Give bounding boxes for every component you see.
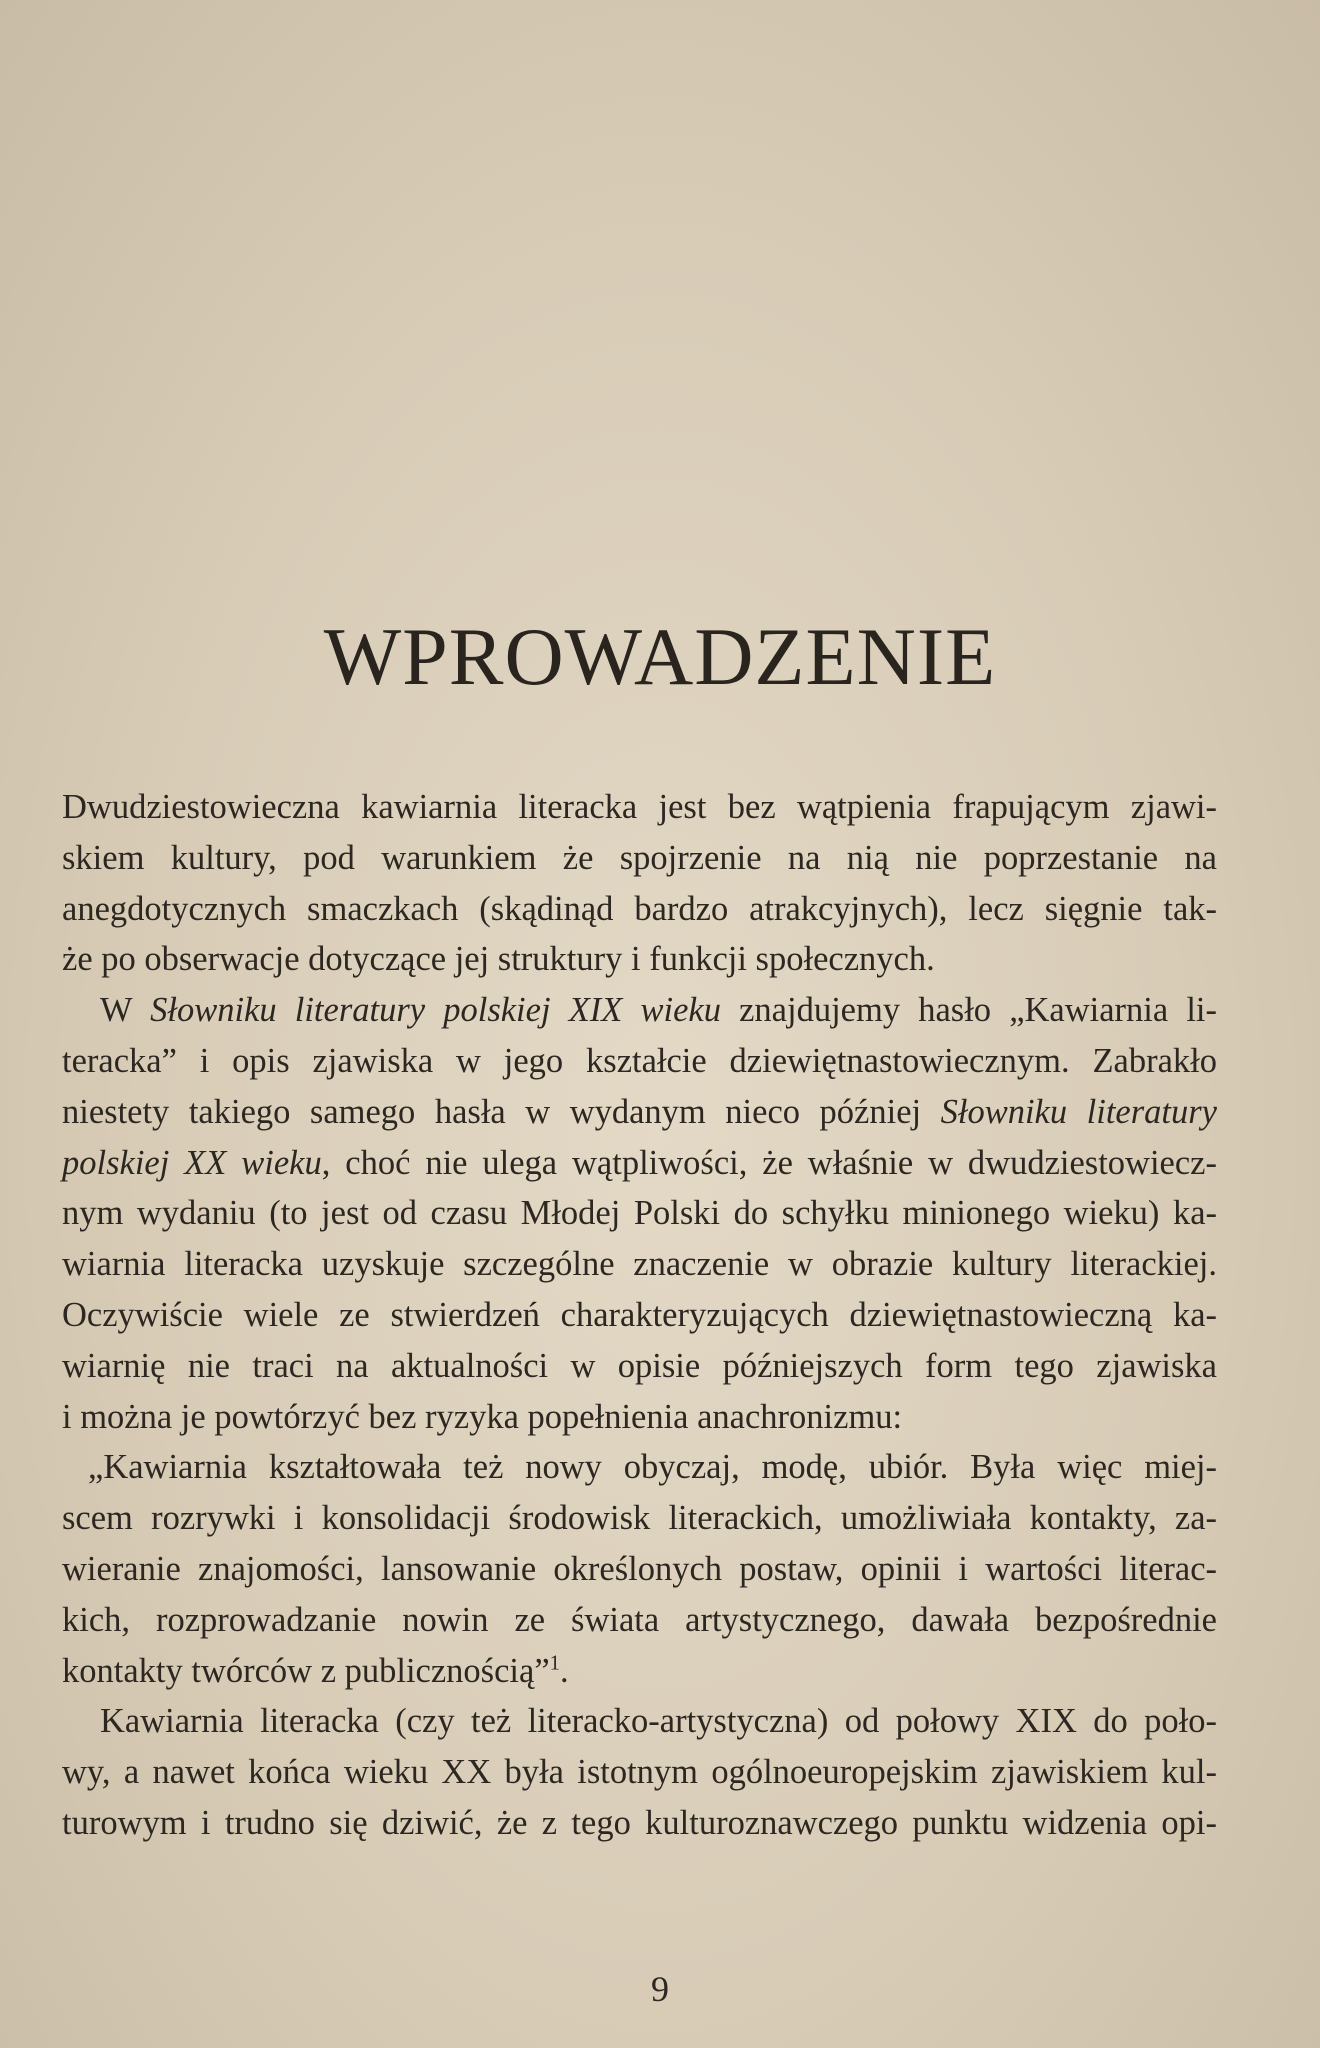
chapter-title: WPROWADZENIE <box>323 611 997 702</box>
book-title-italic: polskiej XX wieku <box>62 1143 322 1182</box>
text-line <box>62 985 1217 1036</box>
text-line: wiarnia literacka uzyskuje szczególne znaczenie w obrazie kultury literackiej. <box>62 1245 1217 1284</box>
text-line: Oczywiście wiele ze stwierdzeń charakteryzujących dziewiętnastowieczną ka- <box>62 1295 1217 1334</box>
page-number: 9 <box>651 1969 669 2009</box>
text-run: kontakty twórców z publicznością” <box>62 1651 550 1690</box>
text-line: wiarnię nie traci na aktualności w opisie późniejszych form tego zjawiska <box>62 1346 1217 1385</box>
text-run: , choć nie ulega wątpliwości, że właśnie w dwudziestowiecz- <box>321 1143 1217 1182</box>
text-line: Kawiarnia literacka (czy też literacko-artystyczna) od połowy XIX do poło- <box>100 1702 1217 1741</box>
text-line <box>62 1087 1217 1138</box>
text-run: niestety takiego samego hasła w wydanym nieco później <box>62 1092 941 1131</box>
text-line: Dwudziestowieczna kawiarnia literacka jest bez wątpienia frapującym zjawi- <box>62 788 1217 826</box>
footnote-marker[interactable]: 1 <box>549 1652 560 1675</box>
text-line: że po obserwacje dotyczące jej struktury i funkcji społecznych. <box>62 940 935 979</box>
text-line: skiem kultury, pod warunkiem że spojrzenie na nią nie poprzestanie na <box>62 838 1217 877</box>
quote-line: wieranie znajomości, lansowanie określonych postaw, opinii i wartości literac- <box>62 1549 1217 1588</box>
book-title-italic: Słowniku literatury polskiej XIX wieku <box>150 991 721 1030</box>
text-line: nym wydaniu (to jest od czasu Młodej Polski do schyłku minionego wieku) ka- <box>62 1194 1217 1233</box>
text-line <box>62 1138 1217 1189</box>
text-run: W <box>100 991 151 1030</box>
text-line: wy, a nawet końca wieku XX była istotnym ogólnoeuropejskim zjawiskiem kul- <box>62 1753 1217 1792</box>
book-title-italic: Słowniku literatury <box>940 1092 1217 1131</box>
quote-line: „Kawiarnia kształtowała też nowy obyczaj, modę, ubiór. Była więc miej- <box>88 1448 1217 1487</box>
text-line: anegdotycznych smaczkach (skądinąd bardzo atrakcyjnych), lecz sięgnie tak- <box>62 889 1217 928</box>
body-text <box>62 782 1217 1849</box>
text-line: teracka” i opis zjawiska w jego kształcie dziewiętnastowiecznym. Zabrakło <box>62 1041 1217 1080</box>
quote-line <box>62 1646 1217 1697</box>
quote-line: kich, rozprowadzanie nowin ze świata artystycznego, dawała bezpośrednie <box>62 1600 1217 1639</box>
quote-line: scem rozrywki i konsolidacji środowisk literackich, umożliwiała kontakty, za- <box>62 1499 1217 1538</box>
text-run: . <box>559 1651 569 1690</box>
text-run: znajdujemy hasło „Kawiarnia li- <box>720 991 1218 1030</box>
text-line: i można je powtórzyć bez ryzyka popełnienia anachronizmu: <box>62 1397 903 1436</box>
text-line: turowym i trudno się dziwić, że z tego kulturoznawczego punktu widzenia opi- <box>62 1803 1217 1842</box>
